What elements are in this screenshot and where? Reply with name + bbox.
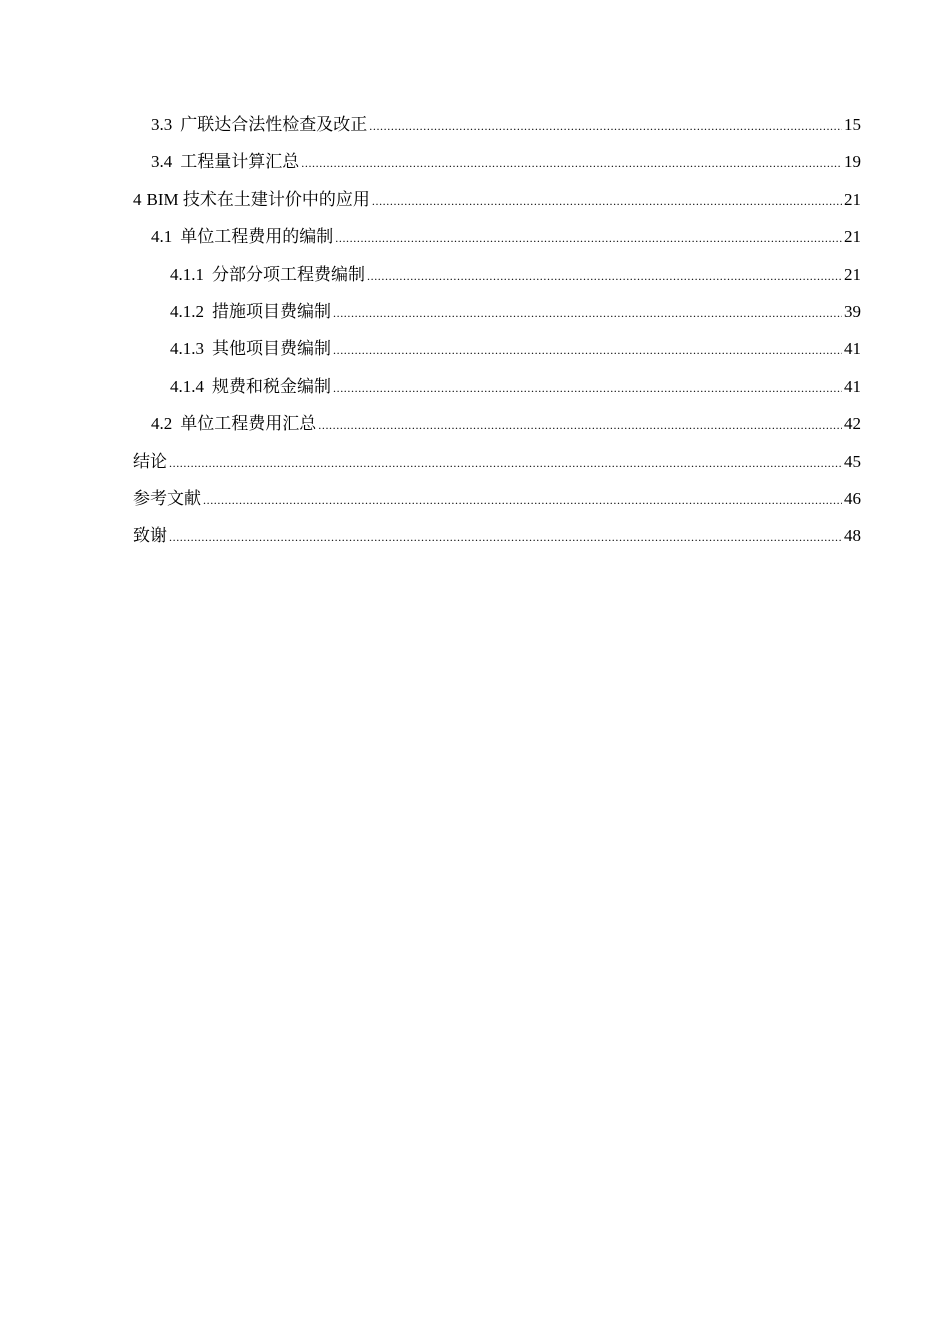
dot-leader (169, 445, 842, 482)
dot-leader (333, 295, 842, 332)
toc-entry-page: 48 (844, 526, 861, 546)
dot-leader (372, 183, 842, 220)
toc-entry-number: 4.1 (151, 227, 173, 247)
toc-entry-references[interactable] (133, 480, 861, 517)
toc-entry-title: 结论 (133, 451, 167, 471)
toc-entry-conclusion[interactable] (133, 443, 861, 480)
toc-entry-number: 4.1.3 (170, 339, 204, 359)
toc-entry-4-1-2[interactable] (133, 293, 861, 330)
toc-entry-page: 45 (844, 451, 861, 471)
toc-entry-page: 21 (844, 264, 861, 284)
toc-entry-3-3[interactable] (133, 106, 861, 143)
toc-entry-page: 41 (844, 339, 861, 359)
toc-entry-page: 42 (844, 414, 861, 434)
toc-entry-page: 21 (844, 189, 861, 209)
toc-entry-title: 广联达合法性检查及改正 (180, 115, 368, 134)
dot-leader (169, 519, 842, 556)
toc-entry-acknowledgements[interactable] (133, 517, 861, 554)
toc-entry-4-1-4[interactable] (133, 368, 861, 405)
toc-entry-number: 4.1.1 (170, 264, 204, 284)
toc-entry-title: 工程量计算汇总 (180, 152, 300, 172)
toc-entry-4-1-3[interactable] (133, 330, 861, 367)
dot-leader (369, 108, 842, 145)
dot-leader (335, 220, 842, 257)
toc-entry-3-4[interactable] (133, 143, 861, 180)
dot-leader (318, 407, 842, 444)
dot-leader (203, 482, 842, 519)
toc-entry-title: 致谢 (133, 526, 167, 546)
toc-entry-4[interactable] (133, 181, 861, 218)
toc-entry-title: 规费和税金编制 (212, 376, 331, 396)
toc-entry-4-2[interactable] (133, 405, 861, 442)
toc-entry-title: BIM 技术在土建计价中的应用 (146, 189, 370, 209)
toc-entry-page: 39 (844, 301, 861, 321)
toc-entry-page: 46 (844, 488, 861, 508)
toc-entry-number: 3.3 (151, 115, 173, 134)
toc-entry-number: 4.2 (151, 414, 173, 434)
toc-entry-number: 4.1.4 (170, 376, 204, 396)
toc-entry-page: 41 (844, 376, 861, 396)
dot-leader (333, 370, 842, 407)
toc-entry-4-1[interactable] (133, 218, 861, 255)
toc-entry-page: 15 (844, 115, 861, 134)
toc-entry-title: 分部分项工程费编制 (212, 264, 365, 284)
dot-leader (333, 332, 842, 369)
table-of-contents (133, 106, 861, 555)
dot-leader (301, 145, 842, 182)
toc-entry-page: 19 (844, 152, 861, 172)
toc-entry-title: 措施项目费编制 (212, 301, 331, 321)
toc-entry-title: 参考文献 (133, 488, 201, 508)
toc-entry-number: 4.1.2 (170, 301, 204, 321)
toc-entry-title: 单位工程费用的编制 (180, 227, 334, 247)
dot-leader (367, 258, 842, 295)
toc-entry-title: 单位工程费用汇总 (180, 414, 317, 434)
toc-entry-4-1-1[interactable] (133, 256, 861, 293)
toc-entry-number: 3.4 (151, 152, 173, 172)
toc-entry-number: 4 (133, 189, 142, 209)
toc-entry-title: 其他项目费编制 (212, 339, 331, 359)
toc-entry-page: 21 (844, 227, 861, 247)
